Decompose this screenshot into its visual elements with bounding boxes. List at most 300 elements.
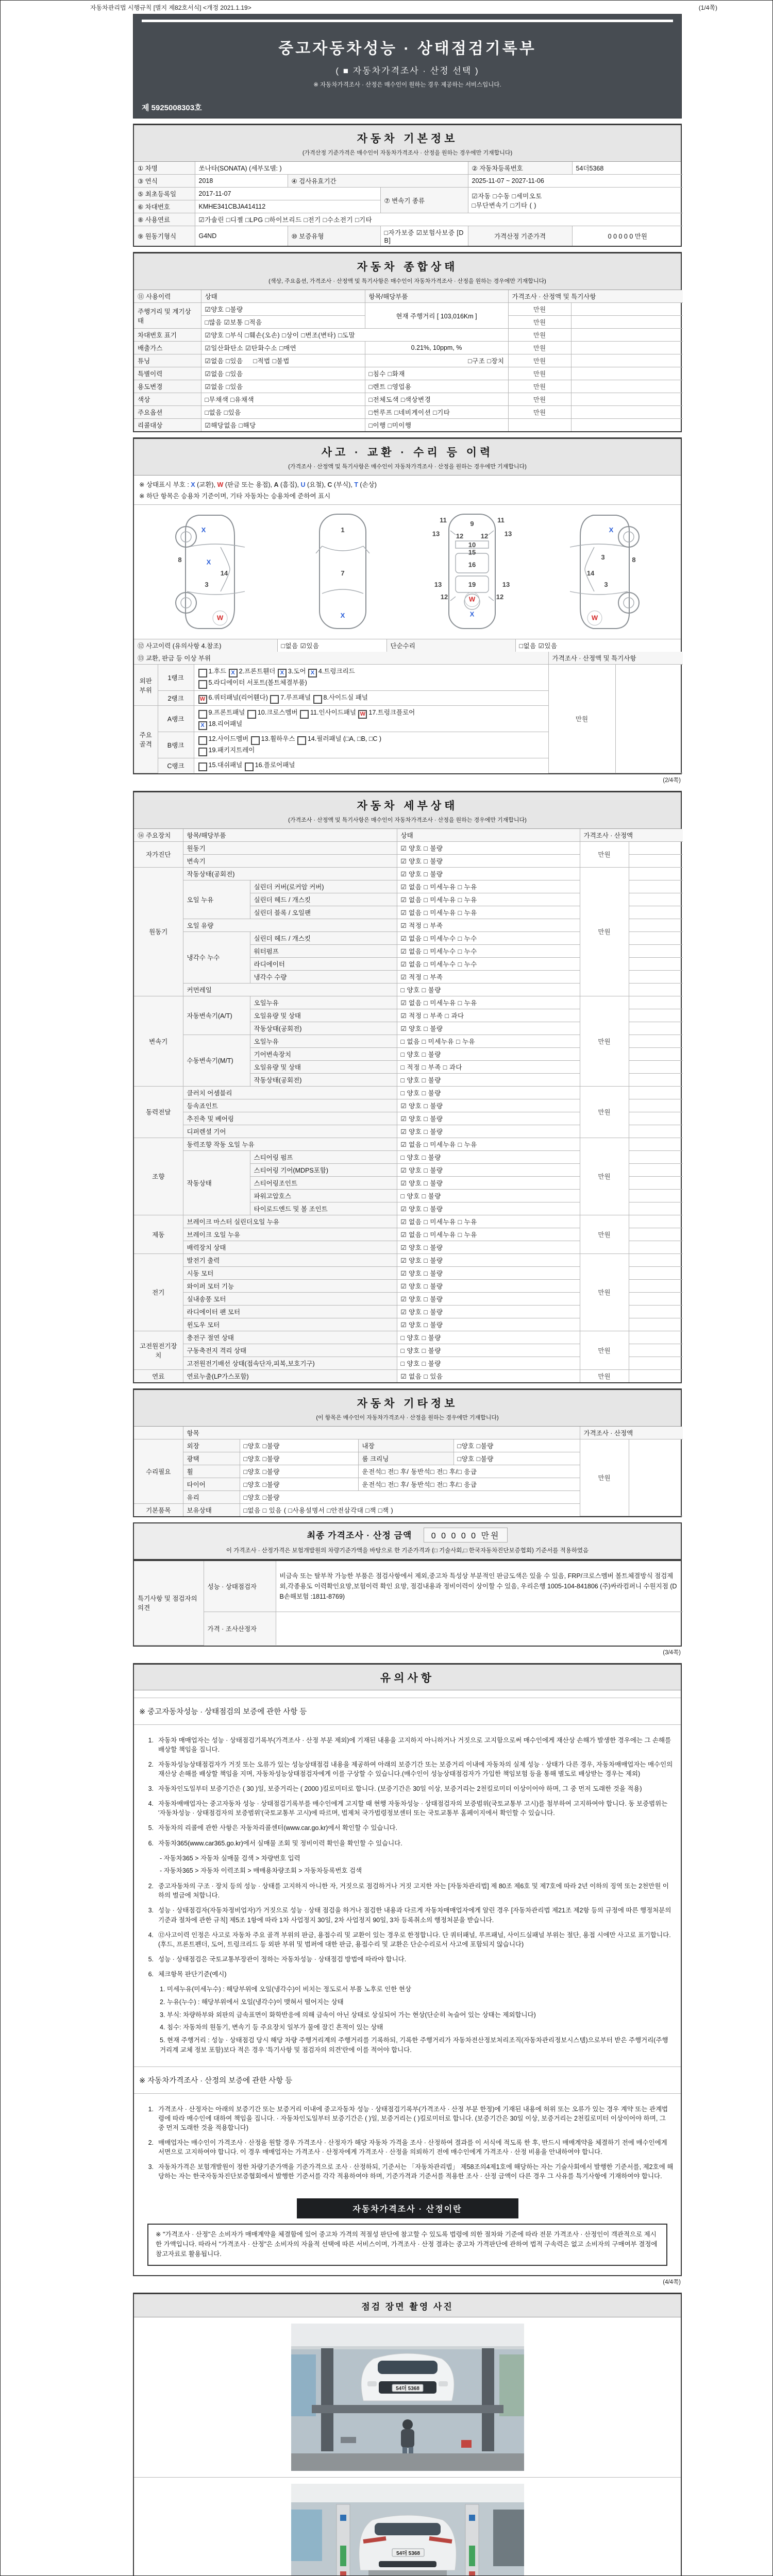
table-row [134,188,683,200]
notice-item [141,1784,674,1793]
part-number-label: 8 [632,555,636,564]
note-cell [629,996,683,1009]
note-cell [629,1009,683,1022]
item-label: 실린더 헤드 / 개스킷 [250,931,397,944]
item-label: 실린더 헤드 / 개스킷 [250,893,397,906]
notice-number: 1. [148,1736,154,1744]
row-label: 차대번호 표기 [134,329,201,342]
notice-item [141,1736,674,1754]
price-cell: 만원 [508,380,571,393]
item-label: 연료누출(LP가스포함) [183,1369,397,1382]
note-cell [629,944,683,957]
basic-info-title: 자동차 기본정보 [357,133,458,145]
note-cell [629,1047,683,1060]
row-label: 색상 [134,393,201,406]
car-side-left-view [162,510,265,634]
column-header: 가격조사 · 산정액 [580,829,683,842]
final-price-amount: 0 0 0 0 0 만원 [424,1528,508,1543]
price-cell: 만원 [580,1138,629,1215]
note-cell [629,1331,683,1344]
row-label: 외장 [183,1439,240,1452]
note-cell [629,1022,683,1035]
column-header: 항목/해당부품 [183,829,397,842]
table-row [134,406,683,419]
notice-sub-item: 1. 미세누유(미세누수) : 해당부위에 오일(냉각수)이 비치는 정도로서 부품 노후로 인한 현상 [160,1986,411,1993]
appraiser-remarks [276,1612,683,1646]
section-detail-status [133,791,682,1383]
note-cell [629,1253,683,1266]
interior-checkboxes: □양호 □불량 [453,1439,580,1452]
notice-number: 4. [148,1800,154,1808]
note-cell [629,1150,683,1163]
part-label: 17.트렁크플로어 [368,709,415,716]
item-label: 원동기 [183,841,397,854]
table-row [134,354,683,367]
item-label: 시동 모터 [183,1266,397,1279]
rank-parts [194,706,548,732]
note-cell [571,342,683,354]
row-label: 배출가스 [134,342,201,354]
status-code-desc: (손상) [358,481,377,488]
status-checkboxes: ☑ 없음 □ 있음 [397,1369,580,1382]
notices-sec2-title: ※ 자동차가격조사 · 산정의 보증에 관한 사항 등 [134,2066,681,2094]
device-group-label: 원동기 [134,867,183,996]
item-label: 타이로드엔드 및 볼 조인트 [250,1202,397,1215]
status-checkboxes: □ 양호 □ 불량 [397,1073,580,1086]
notice-item [141,1760,674,1778]
empty-checkbox [198,669,207,677]
status-checkboxes: ☑ 양호 □ 불량 [397,867,580,880]
table-row [134,1331,683,1344]
device-group-label: 자가진단 [134,841,183,867]
note-cell [629,1439,683,1516]
tuning-state: ☑없음 □있음 [205,358,243,365]
table-row [134,380,683,393]
notice-sub-item: 3. 부식: 차량하부와 외판의 금속표면이 화학반응에 의해 금속이 아닌 상태로 상실되어 가는 현상(단순히 녹슬어 있는 상태는 제외합니다) [160,2011,536,2019]
part-number-label: 11 [497,516,505,524]
notice-text: 자동차성능상태점검자가 거짓 또는 오류가 있는 성능상태점검 내용을 제공하여 아래의 보증기간 또는 보증거리 이내에 자동차의 실제 성능 · 상태가 다른 경우, 자동차매매업자는 매수인의 재산상 손해를 배상할 책임을 지며, 자동차성능상태점검자에게 이를 구상할 수 있습니다.(매수인이 성능상태점검자가 가입한 책임보험 등을 통해 별도로 배상받는 경우는 제외) [158,1760,673,1777]
device-group-label: 동력전달 [134,1086,183,1138]
part-number-label: 1 [341,526,345,534]
field-label: ⑧ 사용연료 [134,213,195,226]
item-label: 실린더 블록 / 오일팬 [250,906,397,919]
status-checkboxes: □ 양호 □ 불량 [397,1357,580,1369]
damage-mark-w-checkbox: W [198,695,207,704]
final-price-label: 최종 가격조사 · 산정 금액 [307,1531,412,1540]
tuning-legal: □적법 □불법 [253,358,290,365]
photo-front-image [291,2324,524,2471]
row-label: 내장 [358,1439,453,1452]
table-row [134,1439,683,1452]
item-label: 추진축 및 베어링 [183,1112,397,1125]
part-label: 10.크로스멤버 [257,709,300,716]
damage-mark-w-checkbox: W [358,710,367,719]
part-number-label: 12 [456,532,463,540]
notice-number: 5. [148,1955,154,1963]
notice-text: 매매업자는 매수인이 가격조사 · 산정을 원할 경우 가격조사 · 산정자가 해당 자동차 가격을 조사 · 산정하여 결과를 이 서식에 적도록 한 후, 반드시 매매계약을 체결하기 전에 매수인에게 서면으로 고지하여야 합니다. 이 경우 매매업자는 가격조사 · 산정자에게 가격조사 · 산정을 의뢰하기 전에 매수인에게 가격조사 · 산정 비용을 안내하여야 합니다. [158,2139,667,2156]
table-row [134,1612,683,1646]
table-row [134,1138,683,1150]
simple-repair-label: 단순수리 [386,639,515,652]
notice-item [141,1799,674,1818]
item-label: 디퍼렌셜 기어 [183,1125,397,1138]
empty-checkbox [198,736,207,745]
status-checkboxes: ☑ 없음 □ 미세누수 □ 누수 [397,931,580,944]
price-cell: 만원 [580,1086,629,1138]
field-label: ③ 연식 [134,175,195,188]
price-cell: 만원 [508,354,571,367]
price-cell: 만원 [580,1439,629,1516]
notice-item [141,1882,674,1900]
polish-checkboxes: □양호 □불량 [240,1452,358,1465]
item-label: 발전기 출력 [183,1253,397,1266]
inspection-photo-rear [134,2478,681,2576]
row-label: 튜닝 [134,354,201,367]
table-row [134,175,683,188]
other-title: 자동차 기타정보 [357,1397,458,1410]
damage-mark-x: X [609,526,614,534]
rank-label: C랭크 [158,758,194,773]
recall-status: □이행 □미이행 [365,419,508,432]
other-header [134,1390,681,1427]
item-label: 스티어링조인트 [250,1176,397,1189]
item-label: 냉각수 수량 [250,970,397,983]
document-number: 제 5925008303호 [142,104,202,112]
part-number-label: 7 [341,569,345,578]
part-label: 18.리어패널 [208,720,243,727]
column-header: 가격조사 · 산정액 및 특기사항 [508,290,683,303]
detail-subtitle: (가격조사 · 산정액 및 특기사항은 매수인이 자동차가격조사 · 산정을 원하는 경우에만 기재합니다) [288,817,527,823]
table-row [134,419,683,432]
section-photos [133,2293,682,2576]
item-label: 스티어링 기어(MDPS포함) [250,1163,397,1176]
rank-label: 1랭크 [158,665,194,691]
status-checkboxes: ☑ 양호 □ 불량 [397,1292,580,1305]
status-checkboxes: ☑ 양호 □ 불량 [397,1305,580,1318]
notice-sub-item: 5. 현재 주행거리 : 성능 · 상태점검 당시 해당 차량 주행거리계의 주행거리를 기록하되, 기록한 주행거리가 자동차전산정보처리조직(자동차관리정보시스템)으로부터 받은 주행거리(주행거리계 교체 정보 포함)보다 적은 경우 '특기사항 및 점검자의 의견'란에 이를 적어야 합니다. [160,2037,668,2054]
item-label: 실린더 커버(로커암 커버) [250,880,397,893]
basic-items-checkboxes: □없음 □ 있음 ( □사용설명서 □안전삼각대 □잭 □잭 ) [240,1503,580,1516]
damage-mark-x-checkbox: X [308,669,317,677]
notice-item [141,1839,674,1848]
notice-number: 3. [148,1907,154,1914]
column-header: 항목 [183,1427,580,1439]
price-cell: 만원 [580,841,629,867]
detail-title: 자동차 세부상태 [357,800,458,812]
tire-position-checkboxes: 운전석□ 전□ 후/ 동반석□ 전□ 후/□ 응급 [358,1478,580,1490]
status-code-desc: (판금 또는 용접), [223,481,274,488]
part-number-label: 3 [601,553,605,561]
part-number-label: 13 [434,580,442,588]
damage-mark-w: W [468,595,475,603]
notice-text: 자동차가격은 보험개발원이 정한 차량기준가액을 기준가격으로 조사 · 산정하되, 기준서는 「자동차관리법」 제58조의4제1호에 해당하는 자는 기술사회에서 발행한 기준서를, 제2호에 해당하는 자는 한국자동차진단보증협회에서 발행한 기준서를 각각 적용하여야 하며, 기준가격과 기준서를 적용한 조사 · 산정 금액이 다른 경우 그 사유를 특기사항에 기재하여야 합니다. [158,2163,674,2180]
field-label: ⑤ 최초등록일 [134,188,195,200]
rank-label: A랭크 [158,706,194,732]
note-cell [629,1099,683,1112]
note-cell [629,893,683,906]
price-cell: 만원 [580,1331,629,1369]
other-info-table [134,1427,683,1517]
note-cell [629,1215,683,1228]
status-code-x: X [191,481,195,488]
item-label: 파워고압호스 [250,1189,397,1202]
rank-parts [194,732,548,758]
note-cell [615,665,683,773]
damage-mark-w: W [591,614,598,622]
part-number-label: 13 [504,530,512,538]
panel-group-label: 외판부위 [134,665,158,706]
form-reference: 자동차관리법 시행규칙 [별지 제82호서식] <개정 2021.1.19> [90,4,251,11]
status-checkboxes: ☑ 양호 □ 불량 [397,854,580,867]
note-cell [629,1086,683,1099]
note-cell [629,931,683,944]
notice-text: 중고자동차의 구조 · 장치 등의 성능 · 상태를 고지하지 아니한 자, 거짓으로 점검하거나 거짓 고지한 자는 [자동차관리법] 제 80조 제6호 및 제7호에 따라 2년 이하의 징역 또는 2천만원 이하의 벌금에 처합니다. [158,1883,669,1900]
status-code-legend [134,476,681,490]
status-checkboxes: ☑ 없음 □ 미세누유 □ 누유 [397,906,580,919]
sub-group-label: 수동변속기(M/T) [183,1035,250,1086]
row-label: 보유상태 [183,1503,240,1516]
inspection-period-value: 2025-11-07 ~ 2027-11-06 [468,175,683,188]
status-checkboxes: ☑ 없음 □ 미세누유 □ 누유 [397,1138,580,1150]
other-subtitle: (이 항목은 매수인이 자동차가격조사 · 산정을 원하는 경우에만 기재합니다) [316,1414,499,1421]
table-row [134,162,683,175]
price-cell: 만원 [508,393,571,406]
item-label: 동력조향 작동 오일 누유 [183,1138,397,1150]
accident-subtitle: (가격조사 · 산정액 및 특기사항은 매수인이 자동차가격조사 · 산정을 원하는 경우에만 기재합니다) [288,464,527,470]
part-number-label: 9 [470,520,474,528]
status-checkboxes: □ 양호 □ 불량 [397,1150,580,1163]
price-appraisal-definition-title: 자동차가격조사 · 산정이란 [297,2198,518,2218]
overall-status-header [134,253,681,290]
inspector-remarks: 비금속 또는 탈부착 가능한 부품은 점검사항에서 제외,중고차 특성상 부분적인 판금도색은 있을 수 있음, FRP/크로스멤버 볼트체결방식 점검제외,각종용도 이력확인요망,보험이력 확인 요망, 점검내용과 정비이력이 상이할 수 있음, 우리은행 1005-104-841806 (주)싸라컴퍼니 수원지점 (DB손해보험 :1811-8769) [276,1561,683,1612]
item-label: 워터펌프 [250,944,397,957]
field-label: ⑨ 원동기형식 [134,226,195,246]
page-marker-3: (3/4쪽) [663,1649,681,1656]
status-checkboxes: □ 양호 □ 불량 [397,1047,580,1060]
photos-title: 점검 장면 촬영 사진 [361,2301,453,2312]
price-cell: 만원 [508,342,571,354]
row-label: 광택 [183,1452,240,1465]
notices-title: 유의사항 [380,1672,435,1684]
rank-parts [194,665,548,691]
notice-text: 자동차365(www.car365.go.kr)에서 실매물 조회 및 정비이력 확인을 확인할 수 있습니다. [158,1839,402,1847]
notice-sub-item: - 자동차365 > 자동차 실매물 검색 > 차량번호 입력 [160,1854,300,1862]
note-cell [629,1189,683,1202]
item-label: 작동상태(공회전) [250,1073,397,1086]
detail-status-table [134,829,683,1382]
note-cell [629,841,683,854]
note-cell [629,854,683,867]
part-label: 7.루프패널 [280,694,313,701]
table-row [134,1086,683,1099]
page-marker-4: (4/4쪽) [663,2279,681,2285]
transmission-options-2: □무단변속기 □기타 ( ) [472,201,536,209]
note-cell [571,329,683,342]
damage-mark-x: X [469,610,474,618]
options-type: □썬루프 □네비게이션 □기타 [365,406,508,419]
note-cell [629,1176,683,1189]
status-checkboxes: ☑ 없음 □ 미세누수 □ 누수 [397,944,580,957]
damage-mark-x-checkbox: X [198,721,207,730]
row-label: 유리 [183,1490,240,1503]
damage-mark-x: X [201,526,206,534]
status-checkboxes: □ 양호 □ 불량 [397,1331,580,1344]
part-number-label: 16 [468,561,476,569]
empty-checkbox [251,736,260,745]
notice-sub-item: 4. 침수: 자동차의 원동기, 변속기 등 주요장치 일부가 물에 잠긴 흔적이 있는 상태 [160,2024,383,2031]
status-checkboxes: ☑ 양호 □ 불량 [397,1176,580,1189]
emission-readings: 0.21%, 10ppm, % [365,342,508,354]
photos-header [134,2294,681,2317]
notice-text: 가격조사 · 산정자는 아래의 보증기간 또는 보증거리 이내에 중고자동차 성능 · 상태점검기록부(가격조사 · 산정 부분 한정)에 기재된 내용에 허위 또는 오류가 있는 경우 계약 또는 관계법령에 따라 매수인에 대하여 책임을 집니다. · 자동차인도일부터 보증기간은 ( )일, 보증거리는 ( )킬로미터로 합니다. (보증기간은 30일 이상, 보증거리는 2천킬로미터 이상이어야 하며, 그 중 먼저 도래한 것을 적용합니다) [158,2105,668,2131]
item-label: 등속죠인트 [183,1099,397,1112]
empty-checkbox [313,695,322,704]
row-label: 룸 크리닝 [358,1452,453,1465]
color-change-type: □전체도색 □색상변경 [365,393,508,406]
price-cell: 만원 [508,303,571,316]
status-checkboxes: ☑ 적정 □ 부족 □ 과다 [397,1009,580,1022]
notice-number: 6. [148,1839,154,1847]
notice-item [141,2138,674,2157]
notices-list-1 [134,1725,681,2059]
status-code-t: T [354,481,358,488]
notice-number: 3. [148,2163,154,2171]
row-label: 주행거리 및 계기상태 [134,303,201,329]
tire-checkboxes: □양호 □불량 [240,1478,358,1490]
final-price-box [133,1522,682,1560]
note-cell [629,919,683,931]
status-checkboxes: ☑ 양호 □ 불량 [397,1253,580,1266]
document-title: 중고자동차성능 · 상태점검기록부 [278,40,536,57]
notice-number: 5. [148,1824,154,1832]
section-remarks [133,1560,682,1647]
status-code-u: U [300,481,306,488]
table-row [134,1369,683,1382]
exchange-label: ⑬ 교환, 판금 등 이상 부위 [134,652,548,665]
status-checkboxes: ☑ 양호 □ 불량 [397,1241,580,1253]
status-code-desc: (교환), [195,481,217,488]
status-checkboxes: ☑ 양호 □ 불량 [397,1022,580,1035]
item-label: 고전원전기배선 상태(접속단자,피복,보호기구) [183,1357,397,1369]
status-code-desc: (요철), [305,481,328,488]
notice-item [141,1823,674,1833]
status-checkboxes: ☑ 없음 □ 미세누유 □ 누유 [397,996,580,1009]
note-cell [571,316,683,329]
model-year-value: 2018 [195,175,288,188]
column-header: ⑪ 사용이력 [134,290,201,303]
status-checkboxes: □ 양호 □ 불량 [397,1086,580,1099]
note-cell [629,1138,683,1150]
row-label: 특별이력 [134,367,201,380]
status-checkboxes: □ 없음 □ 미세누유 □ 누유 [397,1035,580,1047]
status-code-a: A [274,481,279,488]
damage-mark-x-checkbox: X [278,669,287,677]
note-cell [629,1279,683,1292]
simple-repair-checkboxes: □없음 ☑있음 [515,639,683,652]
item-label: 라디에이터 팬 모터 [183,1305,397,1318]
vin-mark-checkboxes: ☑양호 □부식 □훼손(오손) □상이 □변조(변타) □도말 [201,329,508,342]
note-cell [629,1163,683,1176]
item-label: 기어변속장치 [250,1047,397,1060]
section-overall-status [133,252,682,432]
device-group-label: 제동 [134,1215,183,1253]
notice-item [141,1930,674,1949]
photo-rear-image [291,2484,524,2576]
status-checkboxes: ☑ 양호 □ 불량 [397,1112,580,1125]
page-marker-1: (1/4쪽) [698,4,717,11]
sub-group-label: 자동변속기(A/T) [183,996,250,1035]
notice-text: ⑫사고이력 인정은 사고로 자동차 주요 골격 부위의 판금, 용접수리 및 교환이 있는 경우로 한정합니다. 단 쿼터패널, 루프패널, 사이드실패널 부위는 절단, 용접 시에만 사고로 표기합니다. (후드, 프론트펜더, 도어, 트렁크리드 등 외판 부위 및 범퍼에 대한 판금, 용접수리 및 교환은 단순수리로서 사고에 포함되지 않습니다) [158,1931,671,1948]
item-label: 브레이크 오일 누유 [183,1228,397,1241]
part-number-label: 13 [432,530,440,538]
empty-checkbox [198,710,207,719]
accident-history-checkboxes: □없음 ☑있음 [277,639,386,652]
legend-prefix: ※ 상태표시 부호 : [139,481,191,488]
license-plate-rear: 54더 5368 [396,2550,420,2556]
rank-label: B랭크 [158,732,194,758]
item-label: 스티어링 펌프 [250,1150,397,1163]
notice-text: 자동차 매매업자는 성능 · 상태점검기록부(가격조사 · 산정 부분 제외)에 기재된 내용을 고지하지 아니하거나 거짓으로 고지함으로써 매수인에게 재산상 손해가 발생한 경우에는 그 손해를 배상할 책임을 집니다. [158,1736,671,1753]
price-cell: 만원 [580,1215,629,1253]
part-label: 5.라디에이터 서포트(볼트체결부품) [208,679,307,686]
part-number-label: 12 [440,592,448,601]
price-appraisal-definition-text: ※ "가격조사 · 산정"은 소비자가 매매계약을 체결함에 있어 중고차 가격의 적절성 판단에 참고할 수 있도록 법령에 의한 절차와 기준에 따라 전문 가격조사 · 산정인이 객관적으로 제시한 가액입니다. 따라서 "가격조사 · 산정"은 소비자의 자율적 선택에 따른 서비스이며, 가격조사 · 산정 결과는 중고차 가격판단에 관하여 법적 구속력은 없고 소비자의 구매여부 결정에 참고자료로 활용됩니다. [147,2224,667,2266]
table-row [134,867,683,880]
section-basic-info [133,124,682,247]
title-box [133,14,682,118]
item-label: 오일 유량 [183,919,397,931]
section-other-info [133,1388,682,1518]
note-cell [629,1228,683,1241]
column-header: ⑭ 주요장치 [134,829,183,842]
warranty-checkboxes: □자가보증 ☑보험사보증 [DB] [380,226,468,246]
part-label: 13.휠하우스 [261,735,297,742]
empty-checkbox [297,736,306,745]
inspection-photo-front [134,2317,681,2478]
usage-change-checkboxes: ☑없음 □있음 [201,380,365,393]
first-registration-value: 2017-11-07 [195,188,380,200]
empty-checkbox [270,695,279,704]
car-top-view [291,510,394,634]
part-number-label: 11 [439,516,447,524]
appraiser-label: 가격 · 조사산정자 [204,1612,276,1646]
notice-number: 6. [148,1971,154,1978]
notice-text: 성능 · 상태점검자(자동차정비업자)가 거짓으로 성능 · 상태 점검을 하거나 점검한 내용과 다르게 자동차매매업자에게 알린 경우 [자동차관리법 제21조 제2항 등의 규정에 따른 행정처분의 기준과 절차에 관한 규칙] 제5조 1항에 따라 1차 사업정지 30일, 2차 사업정지 90일, 3차 등록취소의 행정처분을 받습니다. [158,1907,671,1924]
license-plate-front: 54더 5368 [395,2385,419,2392]
note-cell [571,367,683,380]
item-label: 충전구 절연 상태 [183,1331,397,1344]
table-row [134,652,683,665]
item-label: 클러치 어셈블리 [183,1086,397,1099]
notice-text: 자동차매매업자는 중고자동차 성능 · 상태점검기록부를 매수인에게 고지할 때 현행 자동차성능 · 상태점검자의 보증범위(국토교통부 고시)를 첨부하여 고지하여야 합니다. 동 보증범위는 '자동차성능 · 상태점검자의 보증범위'(국토교통부 고시)에 따르며, 법제처 국가법령정보센터 또는 국토교통부 홈페이지에서 확인할 수 있습니다. [158,1800,668,1817]
note-cell [629,1305,683,1318]
column-header: 상태 [397,829,580,842]
transmission-options-1: ☑자동 □수동 □세미오토 [472,192,542,200]
note-cell [629,1292,683,1305]
table-row [134,393,683,406]
note-cell [629,1202,683,1215]
notice-item [141,2162,674,2181]
basic-info-header [134,125,681,162]
item-label: 오일누유 [250,1035,397,1047]
special-history-type: □침수 □화재 [365,367,508,380]
price-cell: 만원 [508,367,571,380]
field-label: ⑦ 변속기 종류 [380,188,468,213]
table-row [134,342,683,354]
tuning-checkboxes [201,354,365,367]
status-checkboxes: ☑ 적정 □ 부족 [397,919,580,931]
table-row [134,226,683,246]
